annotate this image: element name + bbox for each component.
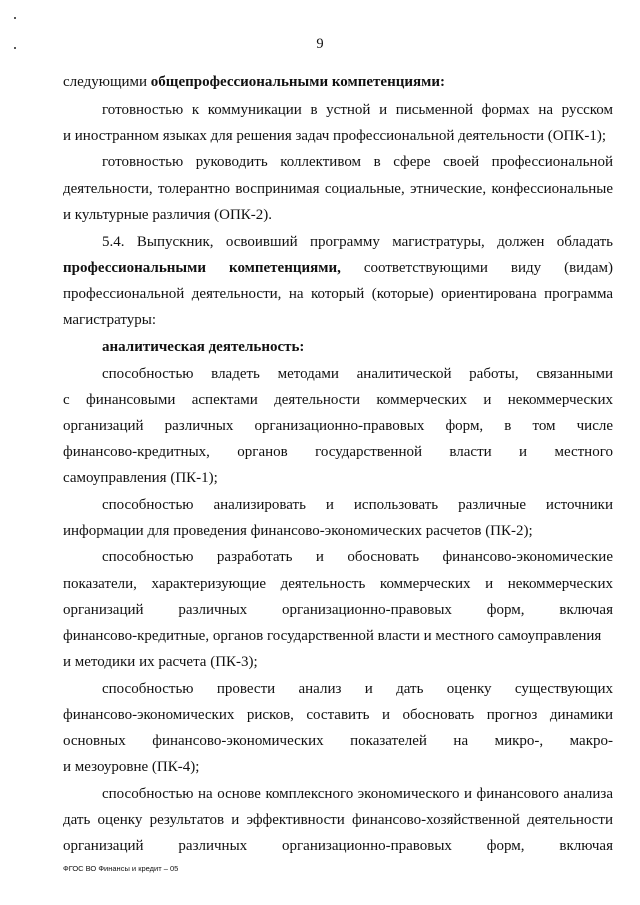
text-line — [102, 548, 613, 566]
text-segment: финансово-кредитных, органов государственной власти и местного — [63, 444, 613, 460]
text-segment: дать оценку результатов и эффективности финансово-хозяйственной деятельности — [63, 812, 613, 828]
page-footer: ФГОС ВО Финансы и кредит – 05 — [63, 864, 179, 873]
text-segment: самоуправления (ПК-1); — [63, 470, 218, 486]
text-line — [63, 601, 613, 619]
text-segment: и культурные различия (ОПК-2). — [63, 207, 273, 223]
text-line — [63, 311, 613, 329]
text-line — [63, 653, 613, 671]
text-segment: и иностранном языках для решения задач профессиональной деятельности (ОПК-1); — [63, 128, 607, 144]
text-segment: деятельности, толерантно воспринимая социальные, этнические, конфессиональные — [63, 181, 613, 197]
text-segment: и мезоуровне (ПК-4); — [63, 759, 200, 775]
text-segment: способностью провести анализ и дать оценку существующих — [102, 681, 613, 697]
text-line — [102, 233, 613, 251]
text-line — [63, 575, 613, 593]
text-segment: финансово-кредитные, органов государственной власти и местного самоуправления — [63, 628, 602, 644]
text-line — [102, 338, 613, 356]
text-segment: организаций различных организационно-правовых форм, включая — [63, 602, 613, 618]
text-line — [102, 153, 613, 171]
text-line — [102, 496, 613, 514]
bold-text: профессиональными компетенциями, — [63, 260, 341, 276]
text-segment: 5.4. Выпускник, освоивший программу магистратуры, должен обладать — [102, 234, 613, 250]
text-segment: соответствующими виду (видам) — [340, 260, 613, 276]
text-line — [102, 785, 613, 803]
text-line — [102, 680, 613, 698]
text-segment: финансово-экономических рисков, составить и обосновать прогноз динамики — [63, 707, 613, 723]
text-segment: с финансовыми аспектами деятельности коммерческих и некоммерческих — [63, 392, 613, 408]
text-line — [102, 101, 613, 119]
text-segment: информации для проведения финансово-экономических расчетов (ПК-2); — [63, 523, 533, 539]
text-line — [63, 469, 613, 487]
text-segment: готовностью к коммуникации в устной и письменной формах на русском — [102, 102, 613, 118]
text-line — [63, 732, 613, 750]
text-segment: показатели, характеризующие деятельность коммерческих и некоммерческих — [63, 576, 613, 592]
text-segment: профессиональной деятельности, на который (которые) ориентирована программа — [63, 286, 613, 302]
text-segment: и методики их расчета (ПК-3); — [63, 654, 258, 670]
text-line — [63, 706, 613, 724]
text-segment: готовностью руководить коллективом в сфере своей профессиональной — [102, 154, 613, 170]
text-line — [63, 837, 613, 855]
text-line — [63, 180, 613, 198]
text-segment: магистратуры: — [63, 312, 156, 328]
scan-speck — [14, 17, 16, 19]
text-segment: основных финансово-экономических показателей на микро-, макро- — [63, 733, 613, 749]
text-segment: организаций различных организационно-правовых форм, в том числе — [63, 418, 613, 434]
text-line — [63, 811, 613, 829]
text-line — [63, 443, 613, 461]
page-number: 9 — [316, 36, 324, 52]
text-line — [63, 73, 613, 91]
text-line — [63, 627, 613, 645]
text-segment: способностью разработать и обосновать финансово-экономические — [102, 549, 613, 565]
text-segment: способностью анализировать и использовать различные источники — [102, 497, 613, 513]
text-segment: способностью владеть методами аналитической работы, связанными — [102, 366, 613, 382]
text-line — [63, 285, 613, 303]
text-line — [63, 127, 613, 145]
text-line — [63, 417, 613, 435]
text-line — [63, 259, 613, 277]
bold-text: общепрофессиональными компетенциями: — [150, 74, 445, 90]
bold-text: аналитическая деятельность: — [102, 339, 305, 355]
text-line — [102, 365, 613, 383]
text-line — [63, 758, 613, 776]
text-segment: организаций различных организационно-правовых форм, включая — [63, 838, 613, 854]
text-line — [63, 206, 613, 224]
text-line — [63, 391, 613, 409]
text-segment: следующими — [63, 74, 151, 90]
text-segment: способностью на основе комплексного экономического и финансового анализа — [102, 786, 613, 802]
text-line — [63, 522, 613, 540]
